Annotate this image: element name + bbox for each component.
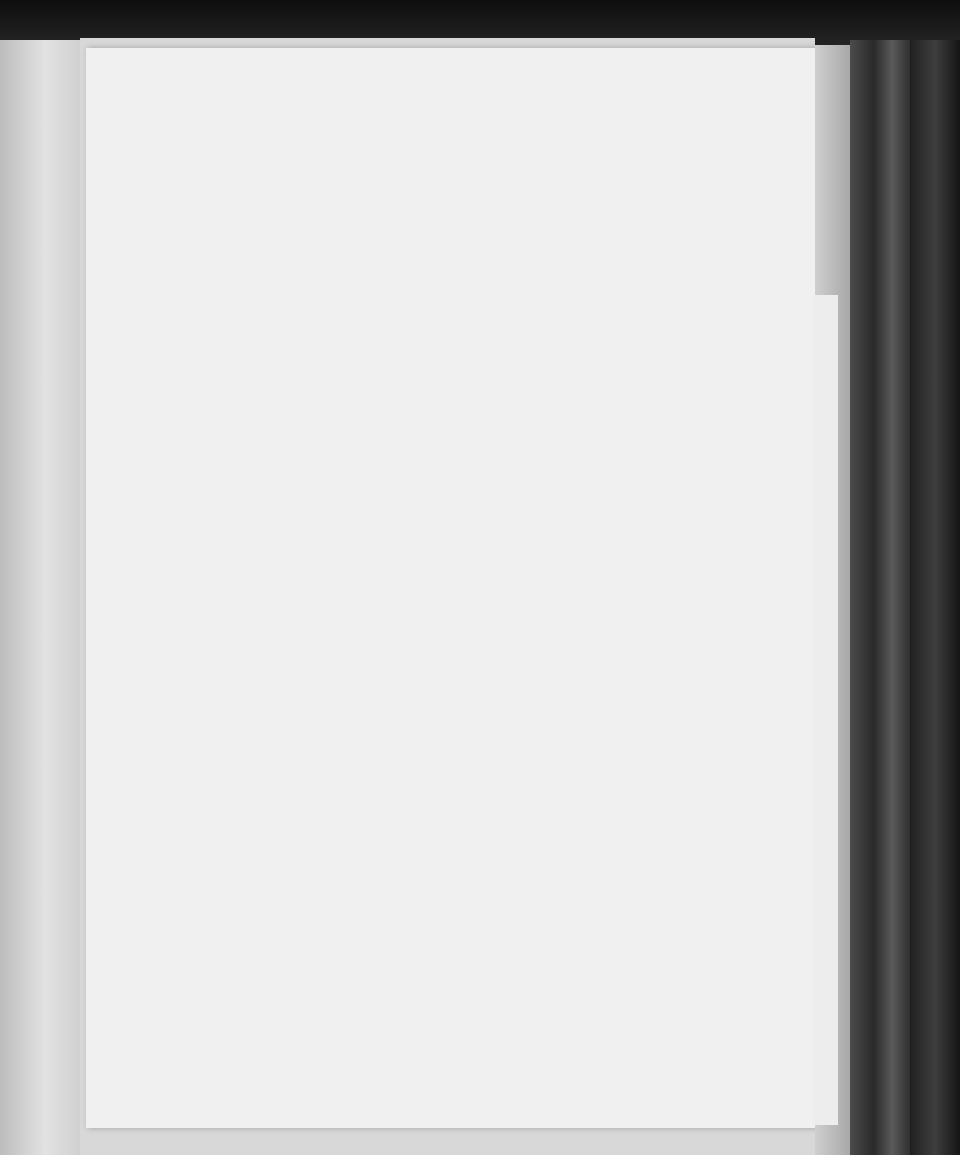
binding-edge (850, 40, 910, 1155)
left-page-fragments (0, 220, 78, 1140)
inserted-slip (814, 295, 838, 1125)
bleed-through-text (120, 205, 700, 625)
scan-border-right (910, 40, 960, 1155)
